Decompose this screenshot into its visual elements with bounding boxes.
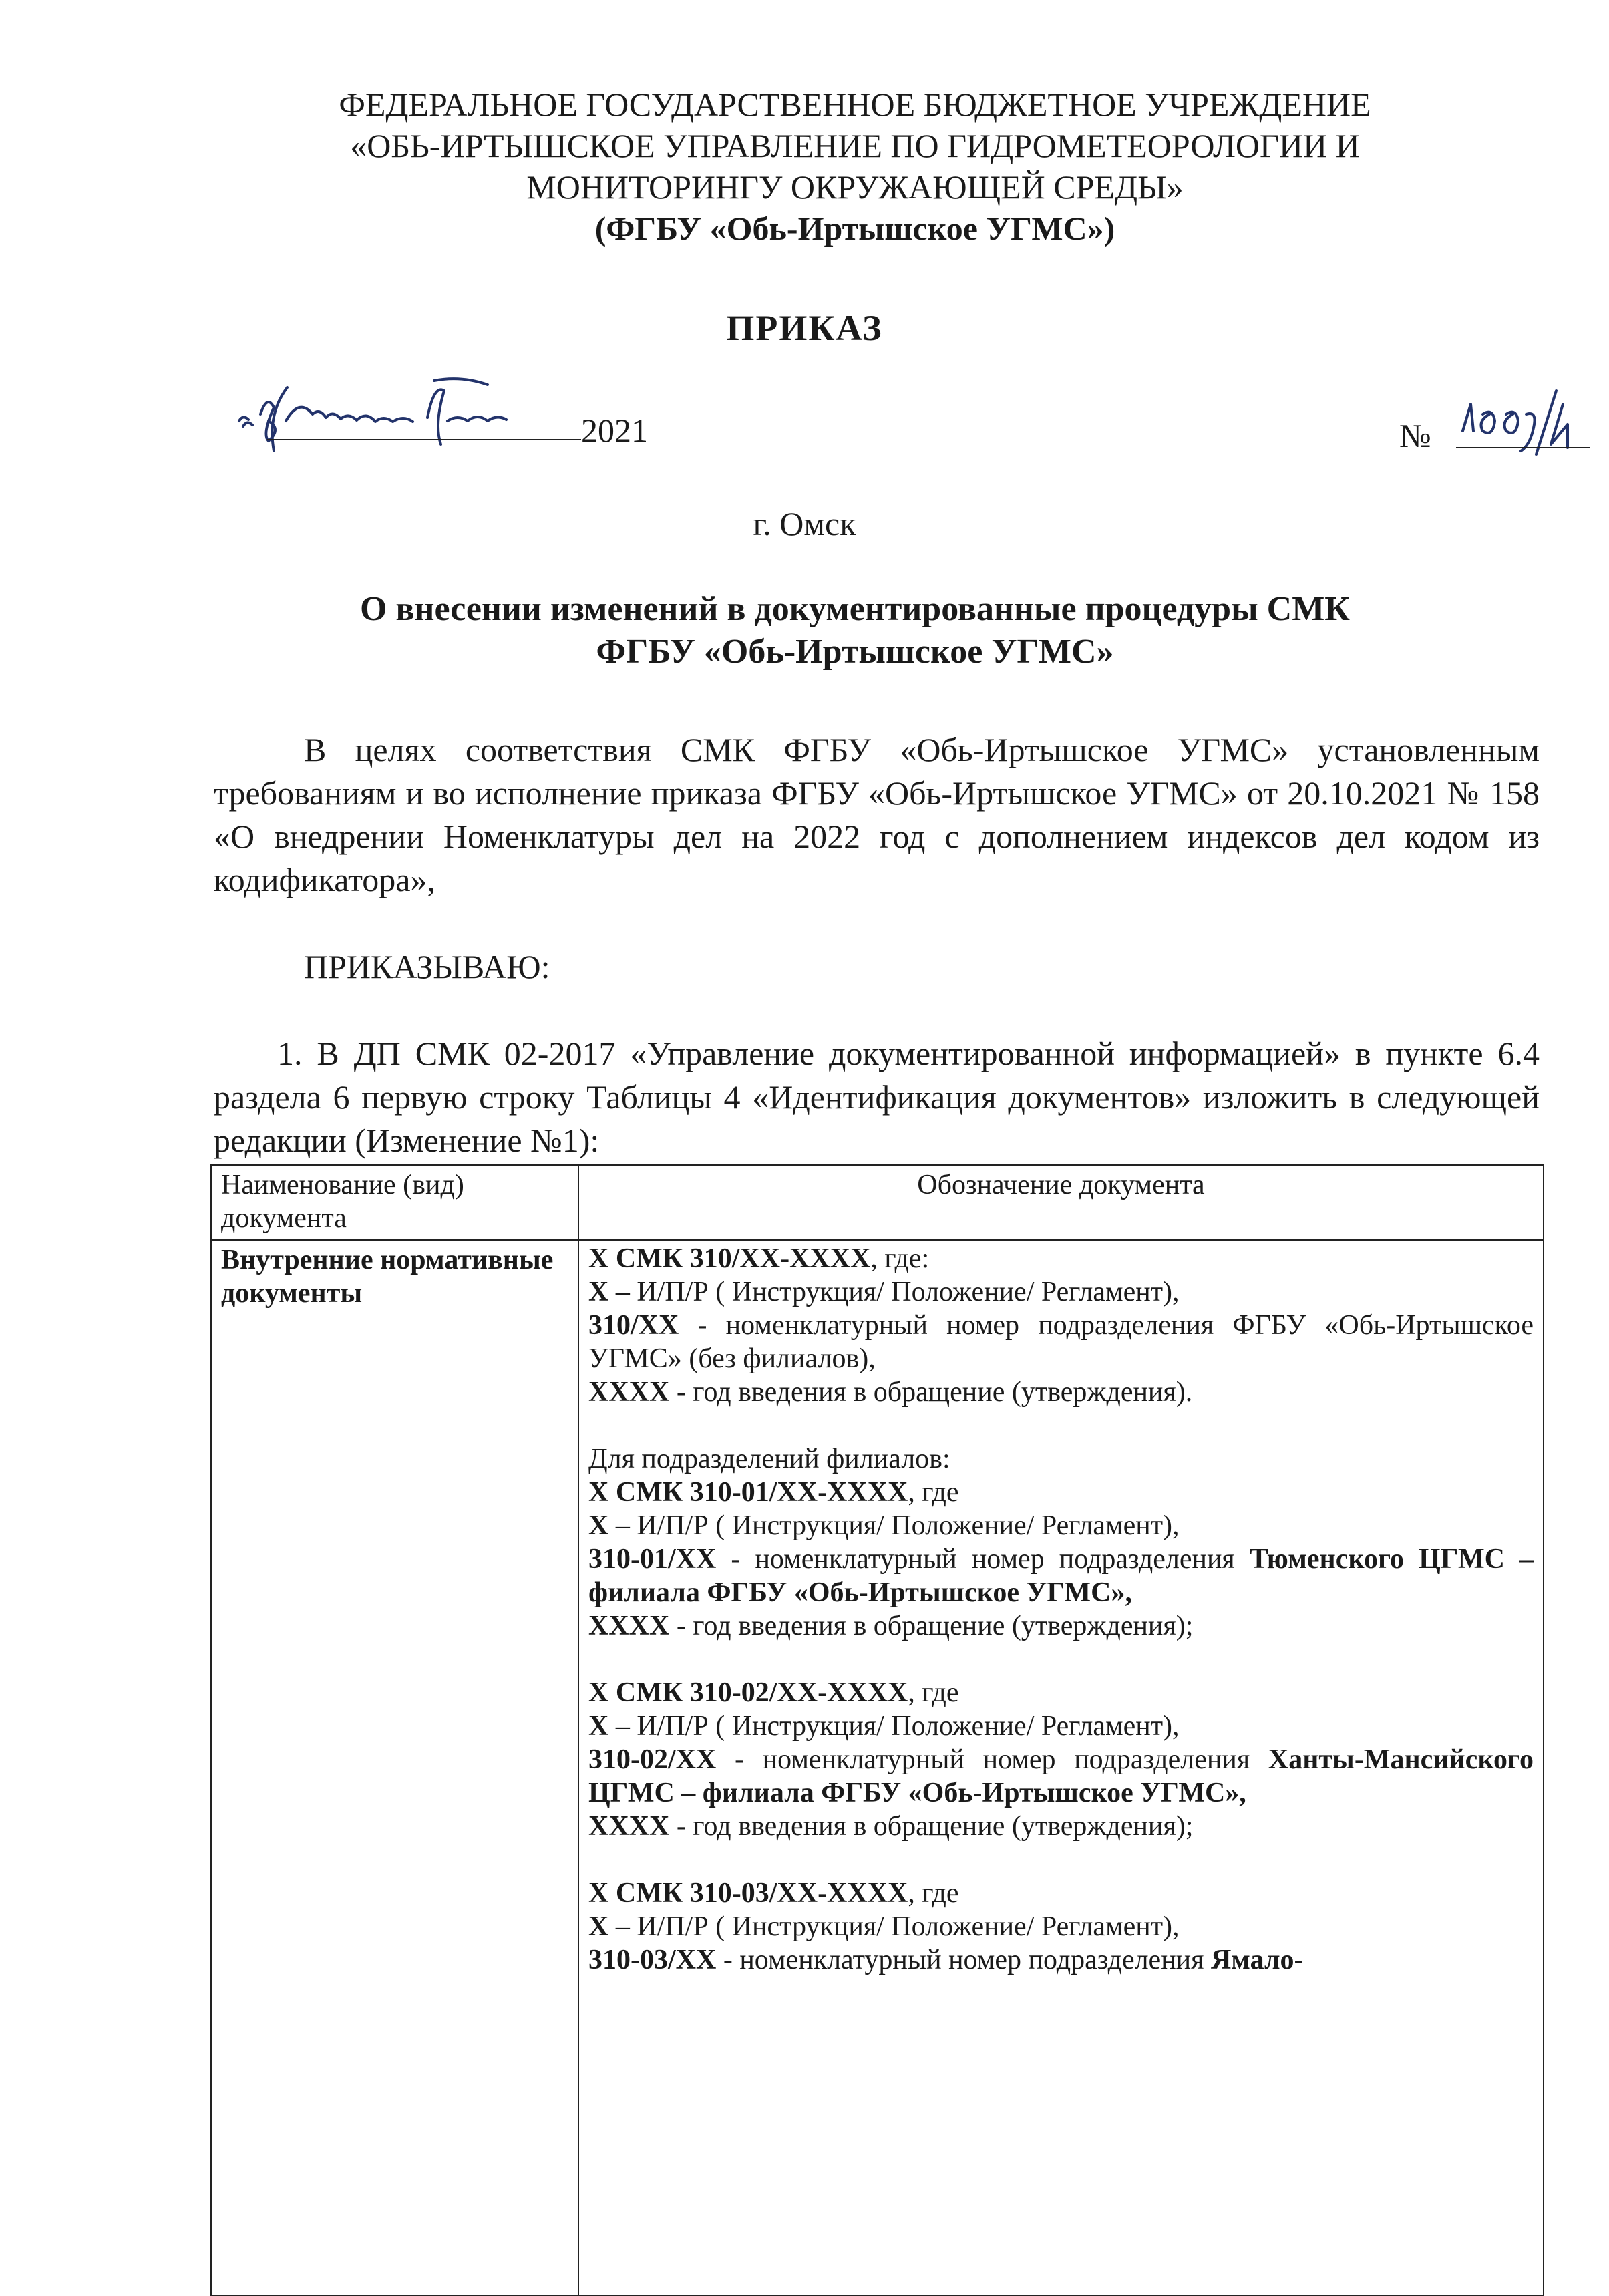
handwritten-number-signature (1456, 384, 1590, 458)
document-identification-table (210, 1164, 1544, 2296)
order-directive: ПРИКАЗЫВАЮ: (304, 948, 550, 985)
code-line: Х – И/П/Р ( Инструкция/ Положение/ Регламент), (588, 1911, 1180, 1942)
organization-header (200, 84, 1509, 249)
handwritten-date-signature (234, 374, 581, 454)
designation-cell (578, 1240, 1544, 2295)
subject-line-1: О внесении изменений в документированные процедуры СМК (359, 590, 1351, 628)
code-line: Х – И/П/Р ( Инструкция/ Положение/ Регламент), (588, 1510, 1180, 1541)
org-short-name: (ФГБУ «Обь-Иртышское УГМС») (594, 210, 1115, 247)
spacer (588, 1409, 1534, 1442)
code-line: 310/ХХ - номенклатурный номер подразделения ФГБУ «Обь-Иртышское УГМС» (без филиалов), (588, 1310, 1534, 1374)
org-name-line-2: «ОБЬ-ИРТЫШСКОЕ УПРАВЛЕНИЕ ПО ГИДРОМЕТЕОРОЛОГИИ И (350, 127, 1360, 164)
subject-line-2: ФГБУ «Обь-Иртышское УГМС» (596, 633, 1114, 671)
spacer (588, 1843, 1534, 1876)
header-document-designation: Обозначение документа (578, 1165, 1544, 1240)
item-1-paragraph: 1. В ДП СМК 02-2017 «Управление документированной информацией» в пункте 6.4 раздела 6 первую строку Таблицы 4 «Идентификация документов» изложить в следующей редакции (Изменение №1): (214, 1035, 1540, 1159)
code-line: ХХХХ - год введения в обращение (утверждения); (588, 1811, 1194, 1842)
code-line: Х – И/П/Р ( Инструкция/ Положение/ Регламент), (588, 1711, 1180, 1742)
spacer (588, 1643, 1534, 1676)
number-sign: № (1399, 417, 1431, 454)
document-kind-cell: Внутренние нормативные документы (211, 1240, 578, 2295)
order-number (1399, 384, 1600, 458)
org-name-line-3: МОНИТОРИНГУ ОКРУЖАЮЩЕЙ СРЕДЫ» (526, 168, 1184, 206)
order-date (234, 374, 661, 448)
code-line: Х – И/П/Р ( Инструкция/ Положение/ Регламент), (588, 1277, 1180, 1307)
code-line: Х СМК 310-02/ХХ-ХХХХ, где (588, 1677, 959, 1708)
table-header-row (211, 1165, 1544, 1240)
branches-title: Для подразделений филиалов: (588, 1444, 950, 1474)
org-name-line-1: ФЕДЕРАЛЬНОЕ ГОСУДАРСТВЕННОЕ БЮДЖЕТНОЕ УЧРЕЖДЕНИЕ (339, 86, 1371, 123)
code-line: Х СМК 310/ХХ-ХХХХ, где: (588, 1243, 930, 1274)
header-document-kind: Наименование (вид) документа (211, 1165, 578, 1240)
table-row (211, 1240, 1544, 2295)
code-line: ХХХХ - год введения в обращение (утверждения); (588, 1611, 1194, 1641)
code-line: 310-01/ХХ - номенклатурный номер подразделения Тюменского ЦГМС – филиала ФГБУ «Обь-Иртышское УГМС», (588, 1544, 1534, 1608)
code-line: 310-03/ХХ - номенклатурный номер подразделения Ямало- (588, 1945, 1304, 1975)
preamble-paragraph: В целях соответствия СМК ФГБУ «Обь-Иртышское УГМС» установленным требованиям и во исполнение приказа ФГБУ «Обь-Иртышское УГМС» от 20.10.2021 № 158 «О внедрении Номенклатуры дел на 2022 год с дополнением индексов дел кодом из кодификатора», (214, 731, 1540, 898)
code-line: Х СМК 310-01/ХХ-ХХХХ, где (588, 1477, 959, 1508)
code-line: Х СМК 310-03/ХХ-ХХХХ, где (588, 1878, 959, 1909)
code-line: ХХХХ - год введения в обращение (утверждения). (588, 1377, 1193, 1408)
code-line: 310-02/ХХ - номенклатурный номер подразделения Ханты-Мансийского ЦГМС – филиала ФГБУ «Обь-Иртышское УГМС», (588, 1744, 1534, 1808)
order-subject (200, 588, 1509, 673)
order-title: ПРИКАЗ (726, 308, 883, 348)
order-year: 2021 (581, 412, 648, 449)
city: г. Омск (753, 505, 856, 542)
